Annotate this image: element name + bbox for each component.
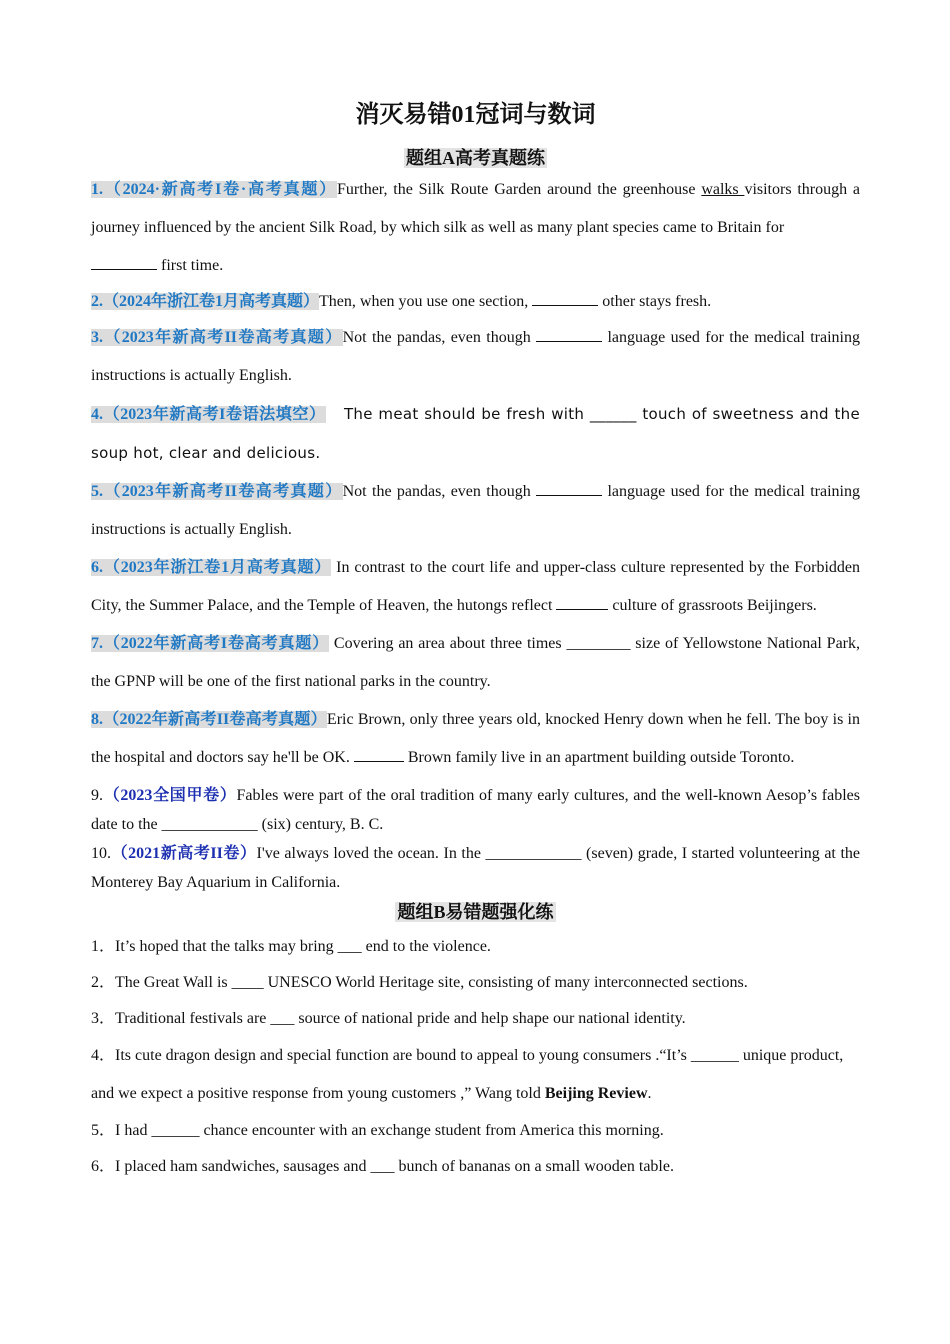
magazine-name: Beijing Review (544, 1085, 648, 1102)
underlined-word: walks (701, 181, 745, 198)
answer-blank[interactable] (556, 595, 608, 610)
question-source: （2021新高考II卷） (111, 845, 257, 862)
question-source: 7.（2022年新高考I卷高考真题） (91, 635, 330, 652)
question-b2: 2．The Great Wall is ____ UNESCO World Heritage site, consisting of many interconnected sections. (91, 974, 748, 991)
question-source: 2.（2024年浙江卷1月高考真题） (91, 293, 320, 310)
question-source: 8.（2022年新高考II卷高考真题） (91, 711, 327, 728)
question-source: 4.（2023年新高考I卷语法填空） (91, 406, 326, 423)
document-page (91, 95, 860, 1185)
question-a8: 8.（2022年新高考II卷高考真题）Eric Brown, only three years old, knocked Henry down when he fell. The boy is in the hospital and doctors say he'll be OK. Brown family live in an apartment building outside Toronto. (91, 711, 860, 766)
section-b-heading: 题组B易错题强化练 (397, 902, 554, 922)
question-a5: 5.（2023年新高考II卷高考真题）Not the pandas, even though language used for the medical training instructions is actually English. (91, 483, 860, 538)
question-a1: 1.（2024·新高考I卷·高考真题）Further, the Silk Route Garden around the greenhouse walks visitors through a journey influenced by the ancient Silk Road, by which silk as well as many plant species came to Britain for first time. (91, 181, 861, 274)
question-a6: 6.（2023年浙江卷1月高考真题） In contrast to the court life and upper-class culture represented by the Forbidden City, the Summer Palace, and the Temple of Heaven, the hutongs reflect culture of grassroots Beijingers. (91, 559, 860, 614)
question-b3: 3．Traditional festivals are ___ source of national pride and help shape our national identity. (91, 1010, 686, 1027)
question-a3: 3.（2023年新高考II卷高考真题）Not the pandas, even though language used for the medical training instructions is actually English. (91, 329, 860, 384)
question-a9: 9.（2023全国甲卷）Fables were part of the oral tradition of many early cultures, and the well-known Aesop’s fables date to the ____________ (six) century, B. C. (91, 787, 860, 833)
answer-blank[interactable] (536, 327, 602, 342)
question-source: 5.（2023年新高考II卷高考真题） (91, 483, 343, 500)
section-a-heading: 题组A高考真题练 (406, 148, 545, 168)
question-source: 1.（2024·新高考I卷·高考真题） (91, 181, 338, 198)
question-a7: 7.（2022年新高考I卷高考真题） Covering an area about three times ________ size of Yellowstone National Park, the GPNP will be one of the first national parks in the country. (91, 635, 860, 690)
question-a10: 10.（2021新高考II卷）I've always loved the ocean. In the ____________ (seven) grade, I started volunteering at the Monterey Bay Aquarium in California. (91, 845, 860, 891)
question-source: 6.（2023年浙江卷1月高考真题） (91, 559, 332, 576)
question-source: （2023全国甲卷） (103, 787, 237, 804)
answer-blank[interactable] (354, 747, 404, 762)
question-b1: 1．It’s hoped that the talks may bring ___ end to the violence. (91, 938, 491, 955)
question-a2: 2.（2024年浙江卷1月高考真题）Then, when you use one section, other stays fresh. (91, 293, 712, 310)
question-b5: 5．I had ______ chance encounter with an exchange student from America this morning. (91, 1122, 664, 1139)
answer-blank[interactable] (536, 481, 602, 496)
answer-blank[interactable] (532, 291, 598, 306)
question-a4: 4.（2023年新高考I卷语法填空） The meat should be fresh with ______ touch of sweetness and the soup hot, clear and delicious. (91, 405, 860, 462)
answer-blank[interactable] (91, 255, 157, 270)
page-title: 消灭易错01冠词与数词 (355, 102, 596, 128)
question-source: 3.（2023年新高考II卷高考真题） (91, 329, 343, 346)
question-b6: 6．I placed ham sandwiches, sausages and ___ bunch of bananas on a small wooden table. (91, 1158, 674, 1175)
question-b4: 4．Its cute dragon design and special function are bound to appeal to young consumers .“It’s ______ unique product, and we expect a positive response from young customers ,” Wang told Beijing Review. (91, 1047, 844, 1102)
